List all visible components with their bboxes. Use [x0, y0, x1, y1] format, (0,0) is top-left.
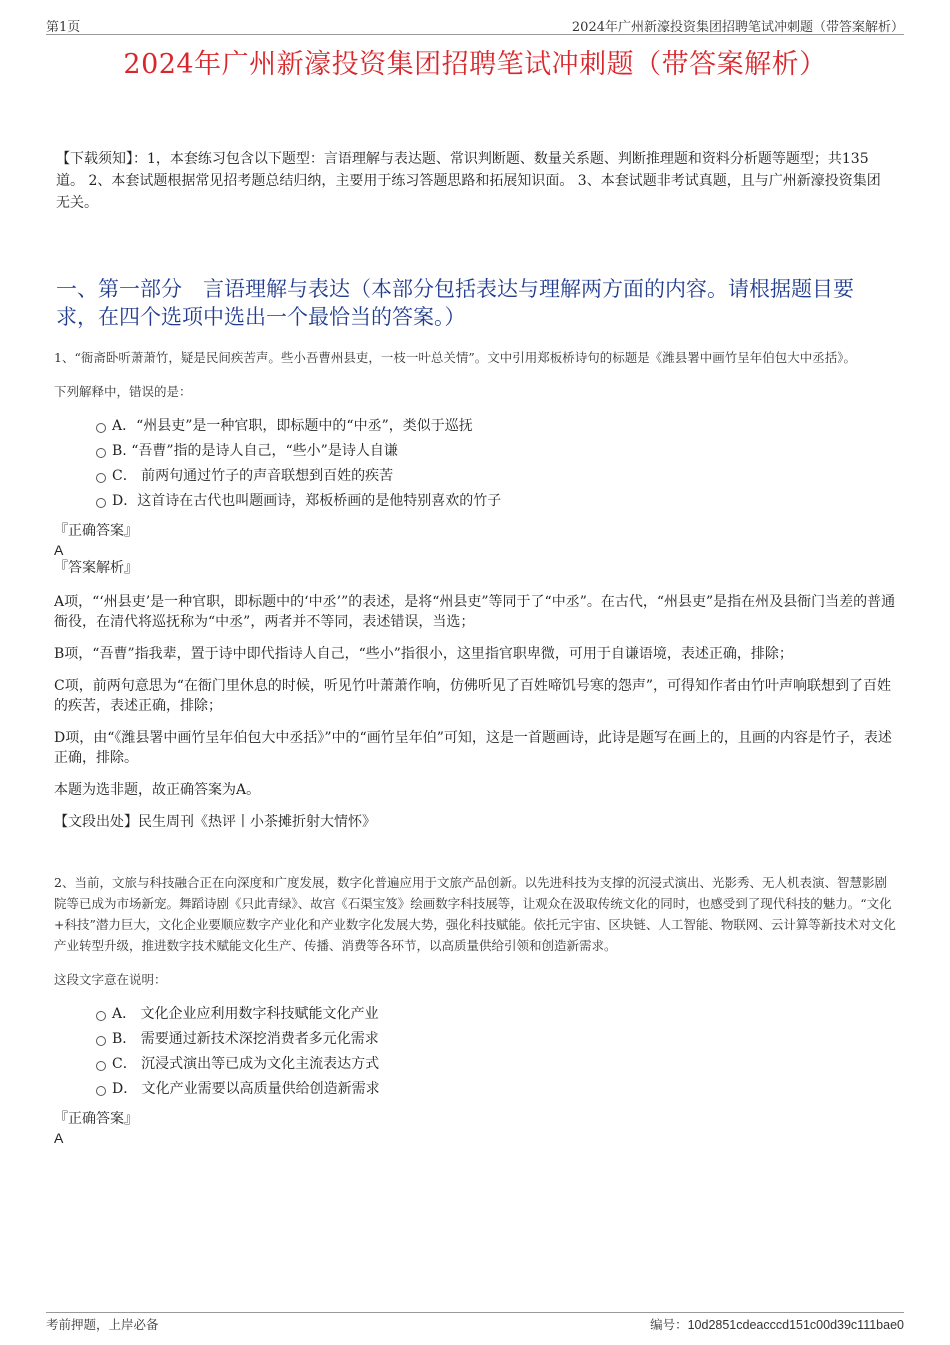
radio-icon[interactable]: [96, 1011, 106, 1021]
question-2: [54, 872, 896, 1147]
analysis-paragraph: A项，“‘州县吏’是一种官职，即标题中的‘中丞’”的表述，是将“州县吏”等同于了“中丞”。在古代，“州县吏”是指在州及县衙门当差的普通衙役，在清代将巡抚称为“中丞”，两者并不等同，表述错误，当选；: [54, 594, 896, 630]
radio-icon[interactable]: [96, 1036, 106, 1046]
option-a[interactable]: A．“州县吏”是一种官职，即标题中的“中丞”，类似于巡抚: [54, 414, 896, 439]
radio-icon[interactable]: [96, 1061, 106, 1071]
radio-icon[interactable]: [96, 1086, 106, 1096]
options-list: [54, 414, 896, 514]
page-title: 2024年广州新濠投资集团招聘笔试冲刺题（带答案解析）: [123, 49, 827, 80]
footer-slogan: 考前押题，上岸必备: [46, 1317, 159, 1332]
footer-code: [650, 1315, 904, 1333]
footer-code-label: 编号：: [650, 1317, 688, 1332]
radio-icon[interactable]: [96, 448, 106, 458]
question-text: 2、当前，文旅与科技融合正在向深度和广度发展，数字化普遍应用于文旅产品创新。以先进科技为支撑的沉浸式演出、光影秀、无人机表演、智慧影剧院等已成为市场新宠。舞蹈诗剧《只此青绿》、故宫《石渠宝笈》绘画数字科技展等，让观众在汲取传统文化的同时，也感受到了现代科技的魅力。“文化+科技”潜力巨大，文化企业要顺应数字产业化和产业数字化发展大势，强化科技赋能。依托元宇宙、区块链、人工智能、物联网、云计算等新技术对文化产业转型升级，推进数字技术赋能文化生产、传播、消费等各环节，以高质量供给引领和创造新需求。: [54, 875, 896, 953]
question-prompt: 下列解释中，错误的是：: [54, 384, 192, 399]
option-b[interactable]: B． 需要通过新技术深挖消费者多元化需求: [54, 1027, 896, 1052]
question-1: [54, 347, 896, 844]
option-c[interactable]: C． 沉浸式演出等已成为文化主流表达方式: [54, 1052, 896, 1077]
question-prompt: 这段文字意在说明：: [54, 972, 167, 987]
analysis-paragraph: C项，前两句意思为“在衙门里休息的时候，听见竹叶萧萧作响，仿佛听见了百姓啼饥号寒的怨声”，可得知作者由竹叶声响联想到了百姓的疾苦，表述正确，排除；: [54, 678, 892, 714]
analysis: [54, 592, 896, 832]
analysis-paragraph: B项，“吾曹”指我辈，置于诗中即代指诗人自己，“些小”指很小，这里指官职卑微，可用于自谦语境，表述正确，排除；: [54, 646, 793, 662]
radio-icon[interactable]: [96, 498, 106, 508]
analysis-conclusion: 本题为选非题，故正确答案为A。: [54, 782, 261, 798]
analysis-paragraph: D项，由“《潍县署中画竹呈年伯包大中丞括》”中的“画竹呈年伯”可知，这是一首题画诗，此诗是题写在画上的，且画的内容是竹子，表述正确，排除。: [54, 730, 892, 766]
answer-label: 『正确答案』: [54, 523, 138, 539]
option-c[interactable]: C． 前两句通过竹子的声音联想到百姓的疾苦: [54, 464, 896, 489]
page-footer: [46, 1312, 904, 1335]
answer-value: A: [54, 1130, 64, 1146]
source-citation: 【文段出处】民生周刊《热评丨小茶摊折射大情怀》: [54, 814, 376, 830]
radio-icon[interactable]: [96, 473, 106, 483]
analysis-label: 『答案解析』: [54, 560, 138, 576]
page-number: 第1页: [46, 20, 81, 35]
option-b[interactable]: B. “吾曹”指的是诗人自己，“些小”是诗人自谦: [54, 439, 896, 464]
answer-value: A: [54, 542, 64, 558]
option-d[interactable]: D． 文化产业需要以高质量供给创造新需求: [54, 1077, 896, 1102]
radio-icon[interactable]: [96, 423, 106, 433]
header-doc-title: 2024年广州新濠投资集团招聘笔试冲刺题（带答案解析）: [571, 20, 904, 35]
question-text: 1、“衙斋卧听萧萧竹，疑是民间疾苦声。些小吾曹州县吏，一枝一叶总关情”。文中引用郑板桥诗句的标题是《潍县署中画竹呈年伯包大中丞括》。: [54, 350, 856, 365]
footer-code-value: 10d2851cdeacccd151c00d39c111bae0: [687, 1318, 904, 1332]
option-a[interactable]: A． 文化企业应利用数字科技赋能文化产业: [54, 1002, 896, 1027]
section-heading: 一、第一部分 言语理解与表达（本部分包括表达与理解两方面的内容。请根据题目要求，在四个选项中选出一个最恰当的答案。）: [56, 277, 854, 329]
download-notice: 【下载须知】：1，本套练习包含以下题型：言语理解与表达题、常识判断题、数量关系题、判断推理题和资料分析题等题型；共135道。 2、本套试题根据常见招考题总结归纳，主要用于练习答题思路和拓展知识面。 3、本套试题非考试真题，且与广州新濠投资集团无关。: [56, 151, 881, 211]
page-header: [46, 14, 904, 35]
options-list: [54, 1002, 896, 1102]
answer-label: 『正确答案』: [54, 1111, 138, 1127]
option-d[interactable]: D．这首诗在古代也叫题画诗，郑板桥画的是他特别喜欢的竹子: [54, 489, 896, 514]
